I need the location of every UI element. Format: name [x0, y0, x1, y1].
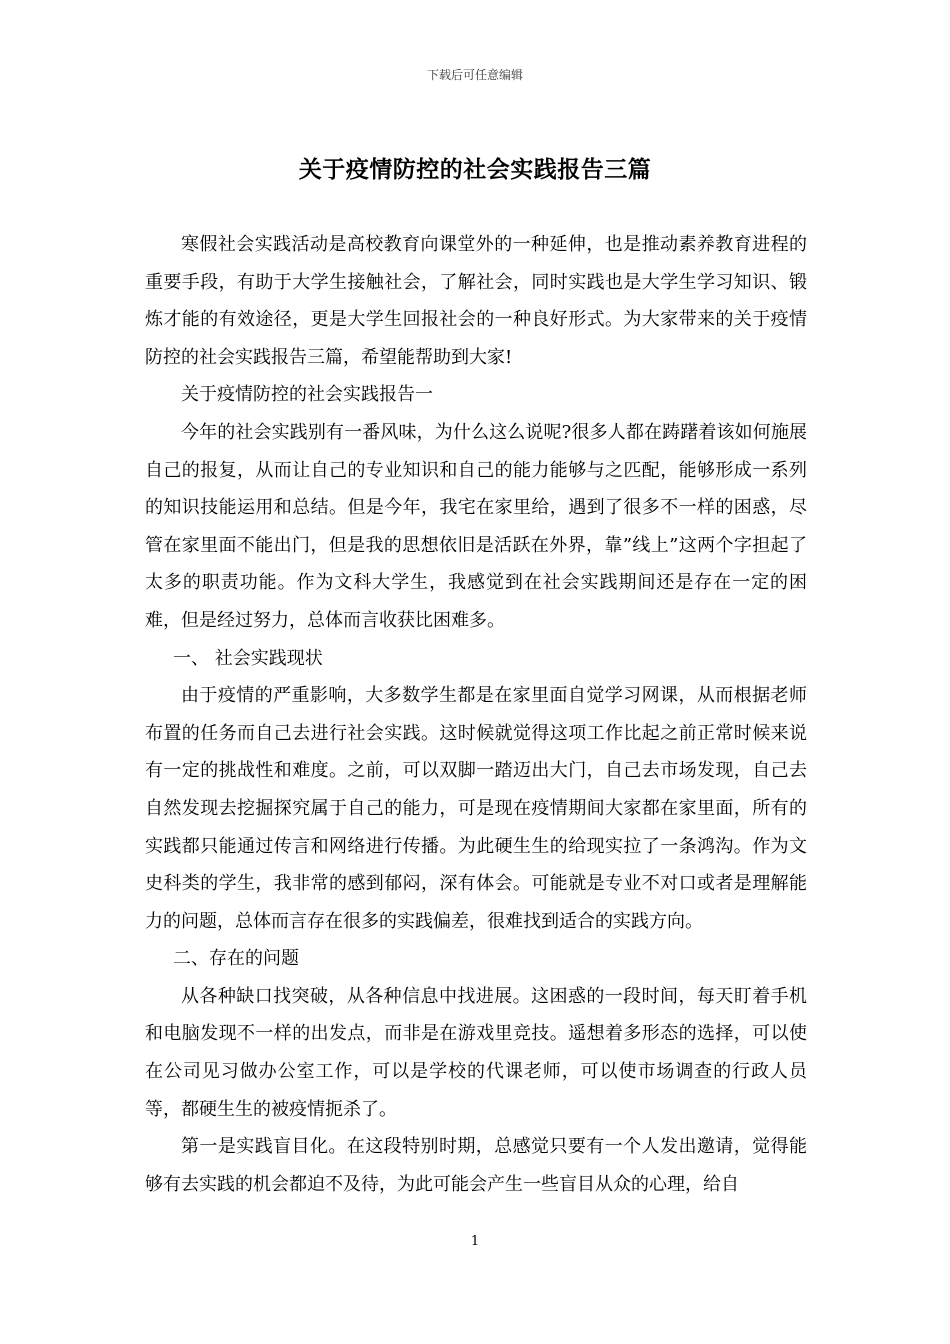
- section-heading-problems: 二、存在的问题: [173, 948, 299, 970]
- section-heading-status: 一、 社会实践现状: [173, 647, 323, 669]
- body-paragraph: 第一是实践盲目化。在这段特别时期，总感觉只要有一个人发出邀请，觉得能够有去实践的机会都迫不及待，为此可能会产生一些盲目从众的心理，给自: [145, 1136, 807, 1195]
- body-paragraph: 由于疫情的严重影响，大多数学生都是在家里面自觉学习网课，从而根据老师布置的任务而自己去进行社会实践。这时候就觉得这项工作比起之前正常时候来说有一定的挑战性和难度。之前，可以双脚一踏迈出大门，自己去市场发现，自己去自然发现去挖掘探究属于自己的能力，可是现在疫情期间大家都在家里面，所有的实践都只能通过传言和网络进行传播。为此硬生生的给现实拉了一条鸿沟。作为文史科类的学生，我非常的感到郁闷，深有体会。可能就是专业不对口或者是理解能力的问题，总体而言存在很多的实践偏差，很难找到适合的实践方向。: [145, 685, 807, 932]
- header-note: 下载后可任意编辑: [426, 68, 523, 82]
- intro-paragraph: 寒假社会实践活动是高校教育向课堂外的一种延伸，也是推动素养教育进程的重要手段，有助于大学生接触社会，了解社会，同时实践也是大学生学习知识、锻炼才能的有效途径，更是大学生回报社会的一种良好形式。为大家带来的关于疫情防控的社会实践报告三篇，希望能帮助到大家!: [145, 234, 807, 368]
- document-body: [145, 226, 807, 1203]
- body-paragraph: 今年的社会实践别有一番风味，为什么这么说呢?很多人都在踌躇着该如何施展自己的报复，从而让自己的专业知识和自己的能力能够与之匹配，能够形成一系列的知识技能运用和总结。但是今年，我宅在家里给，遇到了很多不一样的困惑，尽管在家里面不能出门，但是我的思想依旧是活跃在外界，靠”线上”这两个字担起了太多的职责功能。作为文科大学生，我感觉到在社会实践期间还是存在一定的困难，但是经过努力，总体而言收获比困难多。: [145, 421, 807, 631]
- body-paragraph: 从各种缺口找突破，从各种信息中找进展。这困惑的一段时间，每天盯着手机和电脑发现不一样的出发点，而非是在游戏里竞技。遥想着多形态的选择，可以使在公司见习做办公室工作，可以是学校的代课老师，可以使市场调查的行政人员等，都硬生生的被疫情扼杀了。: [145, 985, 807, 1120]
- page-number: 1: [470, 1234, 480, 1249]
- document-title: 关于疫情防控的社会实践报告三篇: [298, 156, 652, 183]
- report-one-heading: 关于疫情防控的社会实践报告一: [181, 384, 433, 406]
